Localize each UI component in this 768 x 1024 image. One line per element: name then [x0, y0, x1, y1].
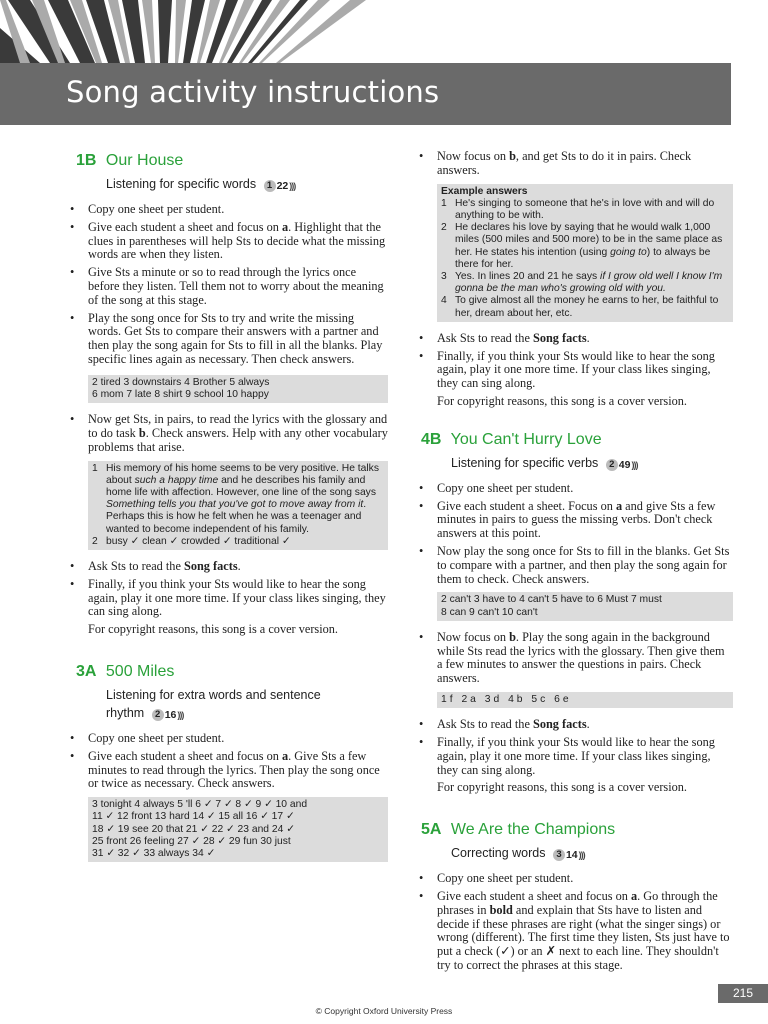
list-item: • Now get Sts, in pairs, to read the lyrics with the glossary and to do task b. Check answers. Help with any other vocabulary problems that arise.: [68, 413, 388, 454]
audio-track-icon: 1 22 ))): [264, 177, 296, 195]
section-subtitle: [106, 175, 388, 195]
list-item: • Finally, if you think your Sts would like to hear the song again, play it one more time. If your class likes singing, they can sing along.: [68, 578, 388, 619]
instruction-list: [68, 203, 388, 367]
section-heading-1b: [76, 150, 388, 172]
cd-number: 1: [264, 180, 276, 192]
copyright-note: For copyright reasons, this song is a cover version.: [437, 780, 687, 795]
subtitle-text: Listening for extra words and sentence rhythm: [106, 687, 321, 720]
section-code: 1B: [76, 152, 97, 169]
section-name: We Are the Champions: [450, 821, 616, 839]
list-item: • Ask Sts to read the Song facts.: [417, 718, 733, 732]
answer-row: 25 front 26 feeling 27 ✓ 28 ✓ 29 fun 30 just: [92, 835, 291, 847]
page-title: Song activity instructions: [66, 75, 440, 109]
answer-box: [437, 692, 733, 708]
section-name: Our House: [105, 152, 184, 169]
section-subtitle: [106, 686, 356, 724]
list-item: • Give each student a sheet and focus on a. Highlight that the clues in parentheses will help Sts to decide what the missing words are when they listen.: [68, 221, 388, 262]
subtitle-text: Listening for specific verbs: [451, 455, 599, 470]
section-code: 5A: [421, 821, 442, 839]
answer-box: [88, 797, 388, 862]
instruction-list: [68, 413, 388, 454]
answer-box: [88, 375, 388, 403]
page-number: 215: [718, 984, 768, 1003]
answer-3: 3 Yes. In lines 20 and 21 he says if I grow old well I know I'm gonna be the man who's growing old with you.: [441, 271, 723, 295]
list-item: • Copy one sheet per student.: [68, 732, 388, 746]
list-item: • Copy one sheet per student.: [417, 872, 733, 886]
section-heading-4b: [421, 429, 733, 451]
instruction-list: [417, 150, 733, 178]
list-item: • Ask Sts to read the Song facts.: [68, 560, 388, 574]
cd-number: 3: [553, 849, 565, 861]
section-code: 3A: [76, 662, 97, 680]
answer-1: 1 His memory of his home seems to be very positive. He talks about such a happy time and he describes his family and home life with affection. However, one line of the song says Something tells you that you've got to move away from it. Perhaps this is how he felt when he was a teenager and wanted to become independent of his family.: [92, 462, 379, 535]
right-column: [417, 150, 733, 977]
section-heading-5a: [421, 819, 733, 841]
instruction-list: [68, 732, 388, 791]
left-column: [68, 150, 388, 872]
list-item: • Now focus on b. Play the song again in the background while Sts read the lyrics with the glossary. Then give them a few minutes to answer the questions in pairs. Check answers.: [417, 631, 733, 686]
answer-row: 8 can 9 can't 10 can't: [441, 606, 538, 618]
list-item: • Give each student a sheet. Focus on a and give Sts a few minutes in pairs to guess the missing verbs. Don't check answers at this point.: [417, 500, 733, 541]
list-item: • Copy one sheet per student.: [68, 203, 388, 217]
list-item: • Give Sts a minute or so to read through the lyrics once before they listen. Tell them not to worry about the meaning of the song at this stage.: [68, 266, 388, 307]
answer-box: [437, 592, 733, 620]
copyright-footer: © Copyright Oxford University Press: [315, 1006, 453, 1016]
section-name: You Can't Hurry Love: [450, 430, 602, 448]
subtitle-text: Correcting words: [451, 846, 546, 861]
list-item: • Now play the song once for Sts to fill in the blanks. Get Sts to compare with a partner, and then play the song again for them to check. Check answers.: [417, 545, 733, 586]
section-subtitle: [451, 454, 733, 474]
answer-row: 18 ✓ 19 see 20 that 21 ✓ 22 ✓ 23 and 24 ✓: [92, 823, 295, 835]
list-item: • Give each student a sheet and focus on a. Go through the phrases in bold and explain that Sts have to listen and decide if these phrases are right (what the singer sings) or wrong (different). The first time they listen, Sts just have to put a check (✓) or an ✗ next to each line. They shouldn't try to correct the phrases at this stage.: [417, 890, 733, 973]
track-number: 22: [276, 180, 289, 192]
answer-row: 6 mom 7 late 8 shirt 9 school 10 happy: [92, 388, 269, 400]
cd-number: 2: [606, 459, 618, 471]
section-subtitle: [451, 844, 733, 864]
list-item: • Finally, if you think your Sts would like to hear the song again, play it one more time. If your class likes singing, they can sing along.: [417, 736, 733, 777]
list-item: • Finally, if you think your Sts would like to hear the song again, play it one more time. If your class likes singing, they can sing along.: [417, 350, 733, 391]
answer-box: [88, 461, 388, 550]
list-item: • Play the song once for Sts to try and write the missing words. Get Sts to compare their answers with a partner and then play the song again for Sts to fill in all the blanks. Play specific lines again as necessary. Then check answers.: [68, 312, 388, 367]
answer-row: 3 tonight 4 always 5 'll 6 ✓ 7 ✓ 8 ✓ 9 ✓ 10 and: [92, 799, 308, 811]
instruction-list: [417, 872, 733, 973]
cd-number: 2: [152, 709, 164, 721]
answer-row: 1f 2a 3d 4b 5c 6e: [441, 693, 572, 705]
answer-row: 11 ✓ 12 front 13 hard 14 ✓ 15 all 16 ✓ 17 ✓: [92, 811, 295, 823]
audio-track-icon: 2 16 ))): [152, 706, 184, 724]
copyright-note: For copyright reasons, this song is a cover version.: [88, 622, 338, 637]
section-code: 4B: [421, 430, 442, 448]
audio-track-icon: 2 49 ))): [606, 456, 638, 474]
instruction-list: [417, 332, 733, 391]
list-item: • Now focus on b, and get Sts to do it in pairs. Check answers.: [417, 150, 733, 178]
section-name: 500 Miles: [105, 662, 175, 680]
audio-track-icon: 3 14 ))): [553, 846, 585, 864]
answer-2: 2 busy ✓ clean ✓ crowded ✓ traditional ✓: [92, 535, 291, 547]
copyright-note: For copyright reasons, this song is a cover version.: [437, 394, 687, 409]
answer-row: 31 ✓ 32 ✓ 33 always 34 ✓: [92, 847, 216, 859]
answer-row: 2 can't 3 have to 4 can't 5 have to 6 Must 7 must: [441, 594, 662, 606]
track-number: 16: [164, 708, 177, 721]
answer-4: 4 To give almost all the money he earns to her, be faithful to her, dream about her, etc.: [441, 295, 719, 319]
instruction-list: [68, 560, 388, 619]
instruction-list: [417, 631, 733, 686]
answer-1: 1 He's singing to someone that he's in love with and will do anything to be with.: [441, 197, 715, 221]
example-answers-box: [437, 184, 733, 322]
answer-row: 2 tired 3 downstairs 4 Brother 5 always: [92, 376, 270, 388]
list-item: • Copy one sheet per student.: [417, 482, 733, 496]
list-item: • Ask Sts to read the Song facts.: [417, 332, 733, 346]
list-item: • Give each student a sheet and focus on a. Give Sts a few minutes to read through the lyrics. Then play the song once or twice as necessary. Check answers.: [68, 750, 388, 791]
answer-2: 2 He declares his love by saying that he would walk 1,000 miles (500 miles and 500 more) to be in the same place as her. He states his intention (using going to) to always be there for her.: [441, 222, 723, 270]
instruction-list: [417, 718, 733, 777]
instruction-list: [417, 482, 733, 587]
subtitle-text: Listening for specific words: [106, 177, 257, 191]
section-heading-3a: [76, 661, 388, 683]
title-banner: [0, 63, 731, 125]
box-heading: Example answers: [441, 185, 528, 197]
track-number: 49: [618, 458, 631, 471]
decorative-rays: [0, 0, 440, 70]
track-number: 14: [565, 849, 578, 862]
